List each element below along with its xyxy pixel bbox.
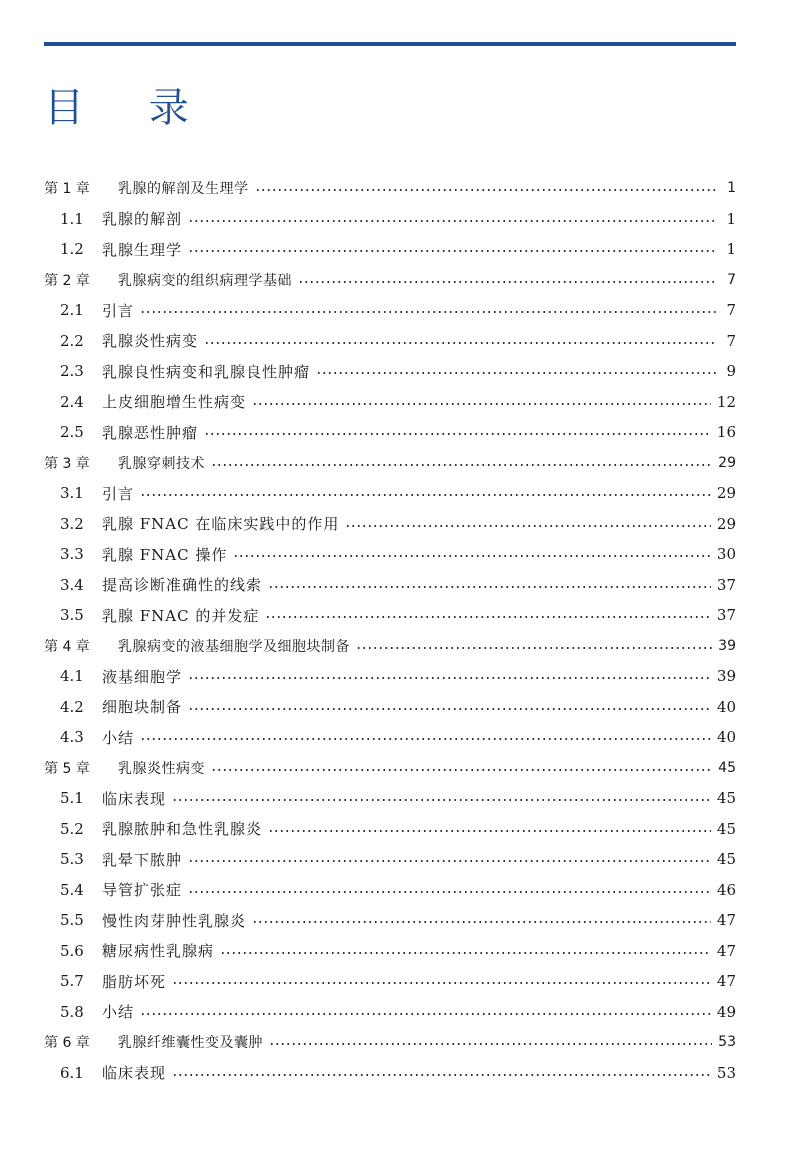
dot-leader bbox=[140, 738, 711, 740]
section-number: 3.2 bbox=[60, 514, 84, 533]
dot-leader bbox=[204, 433, 711, 435]
section-title: 提高诊断准确性的线索 bbox=[102, 576, 263, 595]
section-title: 细胞块制备 bbox=[102, 698, 183, 717]
dot-leader bbox=[255, 189, 717, 191]
page-number: 45 bbox=[716, 819, 736, 838]
section-number: 4.3 bbox=[60, 728, 84, 747]
dot-leader bbox=[265, 616, 711, 618]
section-title: 乳腺 FNAC 操作 bbox=[102, 545, 228, 564]
dot-leader bbox=[220, 952, 711, 954]
toc-section-entry[interactable] bbox=[44, 722, 736, 753]
dot-leader bbox=[188, 220, 716, 222]
page-number: 46 bbox=[716, 880, 736, 899]
page-number: 45 bbox=[716, 789, 736, 808]
section-title: 乳腺炎性病变 bbox=[102, 332, 199, 351]
page-number: 9 bbox=[726, 362, 736, 381]
toc-section-entry[interactable] bbox=[44, 936, 736, 967]
chapter-number: 第 2 章 bbox=[44, 272, 90, 289]
dot-leader bbox=[140, 494, 711, 496]
section-number: 5.6 bbox=[60, 941, 84, 960]
top-rule bbox=[44, 42, 736, 46]
toc-section-entry[interactable] bbox=[44, 844, 736, 875]
table-of-contents bbox=[44, 173, 736, 1088]
dot-leader bbox=[188, 250, 716, 252]
section-title: 小结 bbox=[102, 1003, 135, 1022]
dot-leader bbox=[188, 891, 711, 893]
page-number: 30 bbox=[716, 545, 736, 564]
section-title: 乳腺良性病变和乳腺良性肿瘤 bbox=[102, 362, 311, 381]
toc-section-entry[interactable] bbox=[44, 570, 736, 601]
section-number: 5.8 bbox=[60, 1002, 84, 1021]
dot-leader bbox=[252, 921, 711, 923]
chapter-title: 乳腺纤维囊性变及囊肿 bbox=[118, 1035, 263, 1052]
section-title: 糖尿病性乳腺病 bbox=[102, 942, 215, 961]
section-number: 3.4 bbox=[60, 575, 84, 594]
toc-section-entry[interactable] bbox=[44, 356, 736, 387]
dot-leader bbox=[268, 586, 711, 588]
chapter-number: 第 4 章 bbox=[44, 638, 90, 655]
page-number: 37 bbox=[716, 606, 736, 625]
section-number: 1.2 bbox=[60, 240, 84, 259]
section-number: 5.5 bbox=[60, 911, 84, 930]
section-number: 5.3 bbox=[60, 850, 84, 869]
toc-section-entry[interactable] bbox=[44, 692, 736, 723]
dot-leader bbox=[172, 1074, 711, 1076]
page-number: 37 bbox=[716, 575, 736, 594]
page-number: 40 bbox=[716, 697, 736, 716]
toc-section-entry[interactable] bbox=[44, 905, 736, 936]
page-number: 47 bbox=[716, 941, 736, 960]
section-number: 2.1 bbox=[60, 301, 84, 320]
section-title: 临床表现 bbox=[102, 1064, 167, 1083]
section-number: 5.1 bbox=[60, 789, 84, 808]
section-title: 乳腺 FNAC 在临床实践中的作用 bbox=[102, 515, 340, 534]
page-number: 7 bbox=[726, 331, 736, 350]
page-number: 45 bbox=[716, 850, 736, 869]
page-number: 16 bbox=[716, 423, 736, 442]
page-title: 目 录 bbox=[44, 85, 215, 131]
dot-leader bbox=[188, 677, 711, 679]
section-title: 乳腺生理学 bbox=[102, 240, 183, 259]
page-number: 12 bbox=[716, 392, 736, 411]
chapter-number: 第 5 章 bbox=[44, 760, 90, 777]
section-title: 引言 bbox=[102, 301, 135, 320]
chapter-number: 第 1 章 bbox=[44, 181, 90, 198]
section-number: 1.1 bbox=[60, 209, 84, 228]
page-number: 53 bbox=[718, 1034, 736, 1051]
toc-section-entry[interactable] bbox=[44, 600, 736, 631]
section-number: 3.1 bbox=[60, 484, 84, 503]
page-number: 1 bbox=[726, 240, 736, 259]
section-number: 3.3 bbox=[60, 545, 84, 564]
section-title: 导管扩张症 bbox=[102, 881, 183, 900]
section-number: 5.7 bbox=[60, 972, 84, 991]
section-number: 6.1 bbox=[60, 1063, 84, 1082]
toc-chapter-entry[interactable] bbox=[44, 173, 736, 204]
dot-leader bbox=[204, 342, 716, 344]
page-number: 7 bbox=[726, 301, 736, 320]
page-number: 39 bbox=[718, 637, 736, 654]
chapter-number: 第 3 章 bbox=[44, 455, 90, 472]
toc-section-entry[interactable] bbox=[44, 204, 736, 235]
section-number: 5.2 bbox=[60, 819, 84, 838]
page-number: 29 bbox=[716, 484, 736, 503]
toc-chapter-entry[interactable] bbox=[44, 631, 736, 662]
page-number: 1 bbox=[726, 209, 736, 228]
dot-leader bbox=[211, 464, 712, 466]
toc-chapter-entry[interactable] bbox=[44, 753, 736, 784]
toc-section-entry[interactable] bbox=[44, 814, 736, 845]
toc-section-entry[interactable] bbox=[44, 783, 736, 814]
page-number: 29 bbox=[716, 514, 736, 533]
section-title: 乳腺 FNAC 的并发症 bbox=[102, 606, 260, 625]
toc-section-entry[interactable] bbox=[44, 661, 736, 692]
section-title: 临床表现 bbox=[102, 789, 167, 808]
section-number: 2.3 bbox=[60, 362, 84, 381]
toc-section-entry[interactable] bbox=[44, 509, 736, 540]
page-number: 49 bbox=[716, 1002, 736, 1021]
dot-leader bbox=[140, 311, 716, 313]
chapter-title: 乳腺穿刺技术 bbox=[118, 455, 205, 472]
page-number: 1 bbox=[727, 180, 736, 197]
toc-section-entry[interactable] bbox=[44, 417, 736, 448]
section-title: 小结 bbox=[102, 728, 135, 747]
toc-section-entry[interactable] bbox=[44, 875, 736, 906]
section-title: 乳腺恶性肿瘤 bbox=[102, 423, 199, 442]
section-title: 乳腺的解剖 bbox=[102, 210, 183, 229]
section-title: 液基细胞学 bbox=[102, 667, 183, 686]
section-title: 慢性肉芽肿性乳腺炎 bbox=[102, 911, 247, 930]
section-number: 2.4 bbox=[60, 392, 84, 411]
toc-section-entry[interactable] bbox=[44, 478, 736, 509]
dot-leader bbox=[269, 1043, 712, 1045]
dot-leader bbox=[188, 708, 711, 710]
chapter-title: 乳腺炎性病变 bbox=[118, 760, 205, 777]
section-title: 上皮细胞增生性病变 bbox=[102, 393, 247, 412]
chapter-title: 乳腺病变的液基细胞学及细胞块制备 bbox=[118, 638, 350, 655]
section-number: 5.4 bbox=[60, 880, 84, 899]
toc-chapter-entry[interactable] bbox=[44, 448, 736, 479]
dot-leader bbox=[316, 372, 716, 374]
section-title: 乳腺脓肿和急性乳腺炎 bbox=[102, 820, 263, 839]
page-number: 45 bbox=[718, 759, 736, 776]
page-number: 47 bbox=[716, 911, 736, 930]
page-number: 47 bbox=[716, 972, 736, 991]
chapter-number: 第 6 章 bbox=[44, 1035, 90, 1052]
dot-leader bbox=[188, 860, 711, 862]
section-number: 2.5 bbox=[60, 423, 84, 442]
page-number: 40 bbox=[716, 728, 736, 747]
toc-section-entry[interactable] bbox=[44, 234, 736, 265]
dot-leader bbox=[172, 982, 711, 984]
section-number: 2.2 bbox=[60, 331, 84, 350]
dot-leader bbox=[298, 281, 716, 283]
section-title: 引言 bbox=[102, 484, 135, 503]
dot-leader bbox=[172, 799, 711, 801]
toc-section-entry[interactable] bbox=[44, 1058, 736, 1089]
toc-section-entry[interactable] bbox=[44, 326, 736, 357]
toc-section-entry[interactable] bbox=[44, 295, 736, 326]
dot-leader bbox=[233, 555, 711, 557]
chapter-title: 乳腺的解剖及生理学 bbox=[118, 181, 249, 198]
page-number: 7 bbox=[727, 271, 736, 288]
dot-leader bbox=[356, 647, 712, 649]
toc-section-entry[interactable] bbox=[44, 387, 736, 418]
toc-section-entry[interactable] bbox=[44, 966, 736, 997]
page-number: 29 bbox=[718, 454, 736, 471]
toc-section-entry[interactable] bbox=[44, 997, 736, 1028]
section-number: 4.2 bbox=[60, 697, 84, 716]
section-title: 乳晕下脓肿 bbox=[102, 850, 183, 869]
chapter-title: 乳腺病变的组织病理学基础 bbox=[118, 272, 292, 289]
page-number: 53 bbox=[716, 1063, 736, 1082]
section-number: 3.5 bbox=[60, 606, 84, 625]
dot-leader bbox=[211, 769, 712, 771]
section-title: 脂肪坏死 bbox=[102, 972, 167, 991]
toc-chapter-entry[interactable] bbox=[44, 265, 736, 296]
toc-chapter-entry[interactable] bbox=[44, 1027, 736, 1058]
dot-leader bbox=[140, 1013, 711, 1015]
page-number: 39 bbox=[716, 667, 736, 686]
dot-leader bbox=[268, 830, 711, 832]
dot-leader bbox=[345, 525, 711, 527]
dot-leader bbox=[252, 403, 711, 405]
toc-section-entry[interactable] bbox=[44, 539, 736, 570]
section-number: 4.1 bbox=[60, 667, 84, 686]
